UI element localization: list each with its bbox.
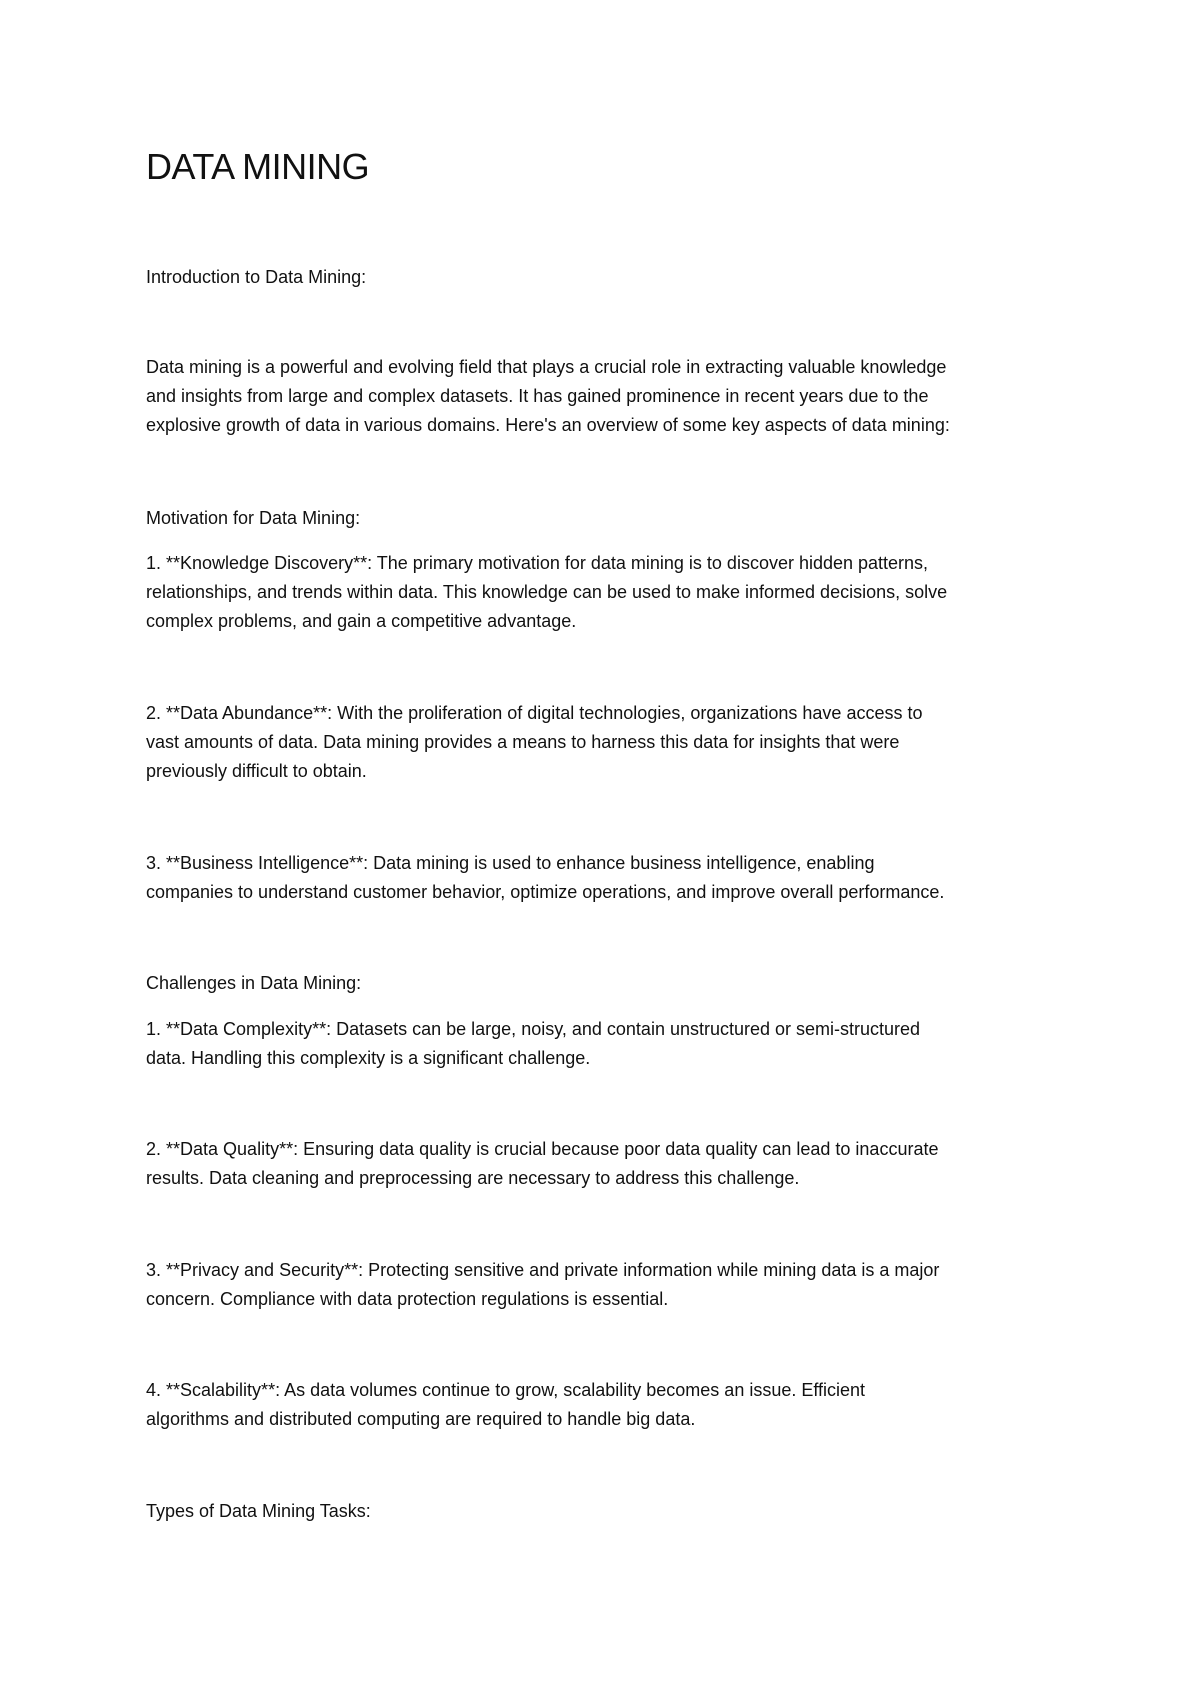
types-heading-line: Types of Data Mining Tasks: (146, 1501, 371, 1521)
intro-paragraph (146, 353, 1066, 440)
intro-paragraph-line: Data mining is a powerful and evolving field that plays a crucial role in extracting valuable knowledge (146, 357, 947, 377)
challenge-item-line: 3. **Privacy and Security**: Protecting sensitive and private information while mining data is a major (146, 1260, 940, 1280)
motivation-item-line: relationships, and trends within data. This knowledge can be used to make informed decisions, solve (146, 582, 948, 602)
challenge-item-line: algorithms and distributed computing are required to handle big data. (146, 1409, 696, 1429)
motivation-item-line: previously difficult to obtain. (146, 761, 367, 781)
challenge-item-data-complexity (146, 1015, 1066, 1073)
challenge-item-line: 1. **Data Complexity**: Datasets can be large, noisy, and contain unstructured or semi-structured (146, 1019, 921, 1039)
motivation-heading-line: Motivation for Data Mining: (146, 508, 361, 528)
motivation-item-business-intelligence (146, 849, 1066, 907)
challenge-item-scalability (146, 1376, 1066, 1434)
motivation-heading (146, 504, 1066, 533)
challenges-heading (146, 969, 1066, 998)
motivation-item-line: 2. **Data Abundance**: With the proliferation of digital technologies, organizations have access to (146, 703, 923, 723)
motivation-item-data-abundance (146, 699, 1066, 786)
challenge-item-line: concern. Compliance with data protection regulations is essential. (146, 1289, 669, 1309)
intro-heading-line: Introduction to Data Mining: (146, 267, 367, 287)
challenge-item-line: 2. **Data Quality**: Ensuring data quality is crucial because poor data quality can lead to inaccurate (146, 1139, 939, 1159)
challenge-item-line: data. Handling this complexity is a significant challenge. (146, 1048, 591, 1068)
challenge-item-line: results. Data cleaning and preprocessing are necessary to address this challenge. (146, 1168, 800, 1188)
intro-paragraph-line: explosive growth of data in various domains. Here's an overview of some key aspects of data mining: (146, 415, 950, 435)
types-heading (146, 1497, 1066, 1526)
document-title: DATA MINING (146, 146, 370, 187)
motivation-item-line: 1. **Knowledge Discovery**: The primary motivation for data mining is to discover hidden patterns, (146, 553, 929, 573)
challenge-item-data-quality (146, 1135, 1066, 1193)
intro-heading (146, 263, 1066, 292)
challenges-heading-line: Challenges in Data Mining: (146, 973, 362, 993)
challenge-item-line: 4. **Scalability**: As data volumes continue to grow, scalability becomes an issue. Efficient (146, 1380, 866, 1400)
challenge-item-privacy-security (146, 1256, 1066, 1314)
motivation-item-line: vast amounts of data. Data mining provides a means to harness this data for insights that were (146, 732, 900, 752)
motivation-item-line: complex problems, and gain a competitive advantage. (146, 611, 577, 631)
motivation-item-knowledge-discovery (146, 549, 1066, 636)
motivation-item-line: 3. **Business Intelligence**: Data mining is used to enhance business intelligence, enabling (146, 853, 875, 873)
intro-paragraph-line: and insights from large and complex datasets. It has gained prominence in recent years due to the (146, 386, 929, 406)
motivation-item-line: companies to understand customer behavior, optimize operations, and improve overall performance. (146, 882, 945, 902)
